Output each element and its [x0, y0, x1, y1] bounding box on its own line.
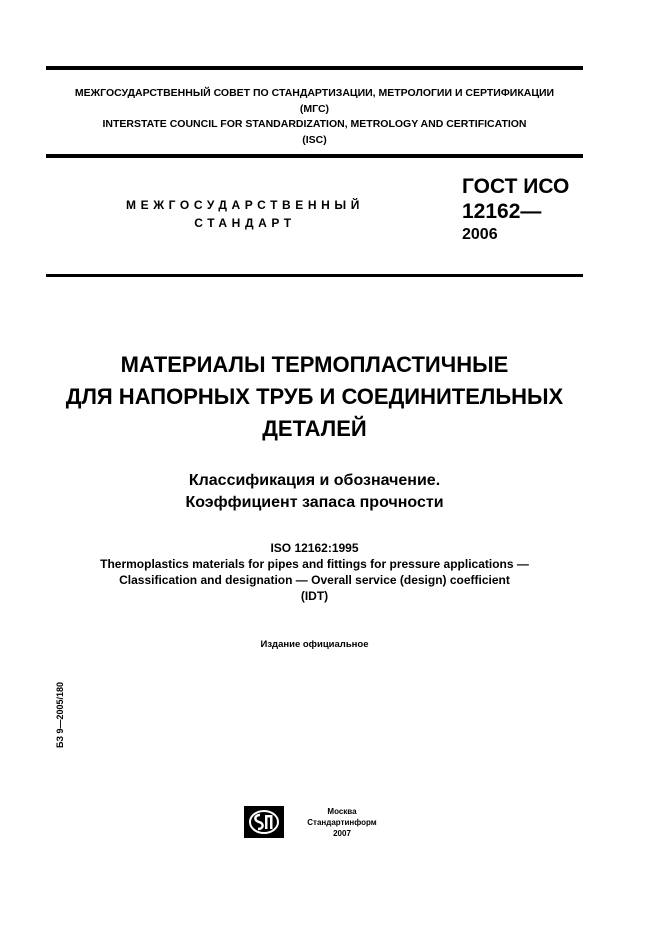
publisher-year: 2007 — [333, 829, 351, 838]
title-line2: ДЛЯ НАПОРНЫХ ТРУБ И СОЕДИНИТЕЛЬНЫХ — [65, 384, 564, 409]
standard-designation — [462, 174, 569, 246]
iso-idt: (IDT) — [300, 589, 329, 603]
publisher-block — [296, 806, 388, 839]
iso-reference — [46, 540, 583, 604]
publisher-city: Москва — [327, 807, 357, 816]
standard-type-line1: МЕЖГОСУДАРСТВЕННЫЙ — [126, 198, 364, 212]
subtitle-line2: Коэффициент запаса прочности — [185, 494, 444, 511]
subtitle-line1: Классификация и обозначение. — [188, 472, 441, 489]
document-title — [46, 349, 583, 445]
side-code-text: БЗ 9—2005/180 — [55, 681, 65, 749]
header-rule — [46, 154, 583, 158]
iso-title-line1: Thermoplastics materials for pipes and fittings for pressure applications — — [100, 557, 529, 571]
standard-type-line2: СТАНДАРТ — [194, 216, 296, 230]
designation-line1: ГОСТ ИСО — [462, 175, 570, 198]
standard-type — [120, 196, 370, 232]
title-line3: ДЕТАЛЕЙ — [262, 416, 367, 441]
designation-year: 2006 — [462, 226, 498, 243]
standartinform-logo-icon — [244, 806, 284, 838]
iso-number: ISO 12162:1995 — [270, 541, 359, 555]
designation-line2: 12162— — [462, 200, 542, 223]
council-abbr-en: (ISC) — [302, 133, 327, 146]
council-name-ru: МЕЖГОСУДАРСТВЕННЫЙ СОВЕТ ПО СТАНДАРТИЗАЦИИ, МЕТРОЛОГИИ И СЕРТИФИКАЦИИ — [74, 87, 555, 99]
iso-title-line2: Classification and designation — Overall service (design) coefficient — [119, 573, 510, 587]
top-rule — [46, 66, 583, 70]
edition-label: Издание официальное — [260, 639, 369, 650]
title-line1: МАТЕРИАЛЫ ТЕРМОПЛАСТИЧНЫЕ — [120, 352, 509, 377]
council-header — [46, 86, 583, 148]
council-name-en: INTERSTATE COUNCIL FOR STANDARDIZATION, METROLOGY AND CERTIFICATION — [102, 118, 527, 130]
publisher-name: Стандартинформ — [307, 818, 377, 827]
designation-rule — [46, 274, 583, 277]
document-subtitle — [46, 470, 583, 514]
council-abbr-ru: (МГС) — [299, 102, 330, 115]
